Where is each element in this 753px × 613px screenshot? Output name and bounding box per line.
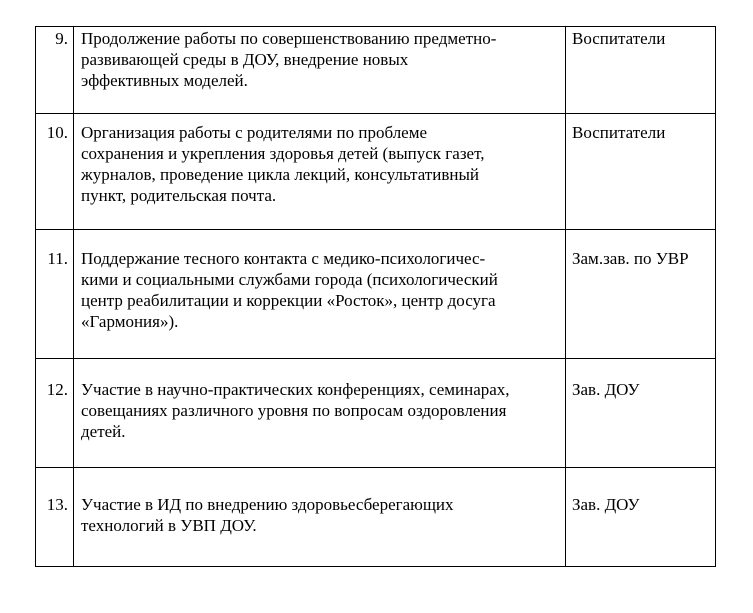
row-number: 11. bbox=[36, 230, 74, 359]
task-line: Участие в ИД по внедрению здоровьесберегающих bbox=[81, 495, 454, 514]
task-line: развивающей среды в ДОУ, внедрение новых bbox=[81, 50, 409, 69]
task-line: эффективных моделей. bbox=[81, 71, 248, 90]
task-line: кими и социальными службами города (психологический bbox=[81, 270, 498, 289]
row-number: 9. bbox=[36, 27, 74, 114]
responsible-person: Зав. ДОУ bbox=[566, 359, 716, 468]
task-line: Организация работы с родителями по проблеме bbox=[81, 123, 428, 142]
table-row bbox=[36, 27, 716, 114]
responsible-person: Воспитатели bbox=[566, 27, 716, 114]
row-number: 10. bbox=[36, 114, 74, 230]
task-line: пункт, родительская почта. bbox=[81, 186, 277, 205]
task-description bbox=[74, 230, 566, 359]
responsible-person: Зав. ДОУ bbox=[566, 468, 716, 567]
task-description bbox=[74, 27, 566, 114]
table-row bbox=[36, 230, 716, 359]
task-line: детей. bbox=[81, 422, 126, 441]
table-row bbox=[36, 114, 716, 230]
task-line: «Гармония»). bbox=[81, 312, 179, 331]
task-description bbox=[74, 359, 566, 468]
task-description bbox=[74, 114, 566, 230]
task-line: технологий в УВП ДОУ. bbox=[81, 516, 257, 535]
task-line: совещаниях различного уровня по вопросам оздоровления bbox=[81, 401, 507, 420]
responsible-person: Воспитатели bbox=[566, 114, 716, 230]
responsible-person: Зам.зав. по УВР bbox=[566, 230, 716, 359]
task-description bbox=[74, 468, 566, 567]
activity-plan-table bbox=[35, 26, 716, 567]
task-line: сохранения и укрепления здоровья детей (выпуск газет, bbox=[81, 144, 485, 163]
row-number: 13. bbox=[36, 468, 74, 567]
table-row bbox=[36, 359, 716, 468]
task-line: Поддержание тесного контакта с медико-психологичес- bbox=[81, 249, 486, 268]
task-line: журналов, проведение цикла лекций, консультативный bbox=[81, 165, 479, 184]
row-number: 12. bbox=[36, 359, 74, 468]
task-line: центр реабилитации и коррекции «Росток», центр досуга bbox=[81, 291, 496, 310]
task-line: Участие в научно-практических конференциях, семинарах, bbox=[81, 380, 510, 399]
task-line: Продолжение работы по совершенствованию предметно- bbox=[81, 29, 497, 48]
table-row bbox=[36, 468, 716, 567]
